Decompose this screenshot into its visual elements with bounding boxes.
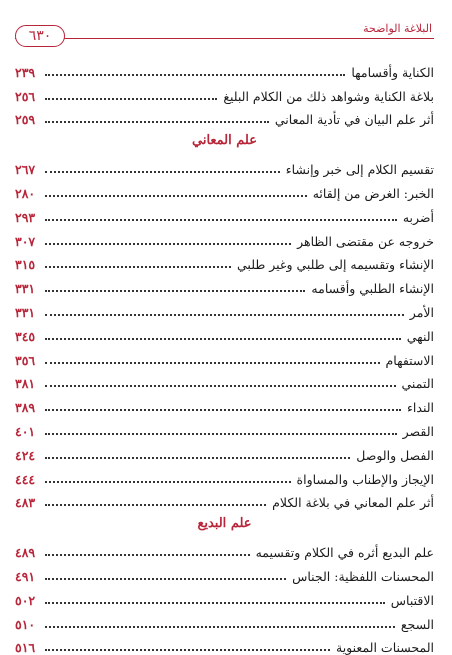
toc-entry[interactable] <box>15 391 434 415</box>
toc-entry[interactable] <box>15 439 434 463</box>
toc-entry-page: ٥١٦ <box>15 640 36 655</box>
toc-entry-title: النداء <box>407 400 434 416</box>
toc-entry-title: أضربه <box>402 209 434 225</box>
leader-dots <box>45 433 397 435</box>
leader-dots <box>45 98 217 100</box>
toc-entry[interactable] <box>15 56 434 80</box>
toc-entry-title: الفصل والوصل <box>356 447 434 463</box>
leader-dots <box>45 314 404 316</box>
leader-dots <box>45 457 350 459</box>
leader-dots <box>45 578 286 580</box>
toc-entry-title: علم البديع أثره في الكلام وتقسيمه <box>255 545 434 561</box>
section-heading-text: علم المعاني <box>191 132 257 148</box>
toc-entry[interactable] <box>15 487 434 511</box>
toc-entry-title: الخبر: الغرض من إلقائه <box>312 185 434 201</box>
toc-entry-title: خروجه عن مقتضى الظاهر <box>297 233 434 249</box>
leader-dots <box>45 649 330 651</box>
toc-entry-title: بلاغة الكناية وشواهد ذلك من الكلام البليغ <box>223 88 434 104</box>
page-number-badge: ٦٣٠ <box>15 25 65 47</box>
page-header <box>15 14 434 48</box>
toc-entry[interactable] <box>15 153 434 177</box>
toc-entry-page: ٣٣١ <box>15 281 36 297</box>
toc-entry-title: الإيجاز والإطناب والمساواة <box>296 471 434 487</box>
toc-entry-page: ٤٩١ <box>15 568 36 584</box>
toc-entry[interactable] <box>15 560 434 584</box>
leader-dots <box>45 290 305 292</box>
toc-entry-page: ٤٨٣ <box>15 495 36 511</box>
toc-entry-title: الاستفهام <box>385 352 434 368</box>
leader-dots <box>45 121 269 123</box>
toc-entry-title: الإنشاء الطلبي وأقسامه <box>311 281 434 297</box>
toc-entry-page: ٢٩٣ <box>15 209 36 225</box>
toc-entry-title: الكناية وأقسامها <box>351 64 434 80</box>
toc-entry[interactable] <box>15 201 434 225</box>
toc-entry-page: ٣٣١ <box>15 304 36 320</box>
toc-entry[interactable] <box>15 80 434 104</box>
toc-entry-title: المحسنات المعنوية <box>336 640 434 655</box>
leader-dots <box>45 481 291 483</box>
leader-dots <box>45 219 397 221</box>
section-heading-text: علم البديع <box>197 515 252 531</box>
leader-dots <box>45 243 291 245</box>
leader-dots <box>45 504 266 506</box>
table-of-contents <box>15 56 434 655</box>
leader-dots <box>45 362 380 364</box>
toc-entry-title: النهي <box>406 328 434 344</box>
toc-entry-title: أثر علم البيان في تأدية المعاني <box>274 112 434 128</box>
toc-entry[interactable] <box>15 463 434 487</box>
toc-entry-page: ٣٠٧ <box>15 233 36 249</box>
running-title: البلاغة الواضحة <box>363 22 432 35</box>
leader-dots <box>45 195 307 197</box>
leader-dots <box>45 626 395 628</box>
section-heading-maani <box>15 127 434 153</box>
toc-entry-title: القصر <box>402 423 434 439</box>
toc-entry[interactable] <box>15 584 434 608</box>
toc-entry-page: ٤٢٤ <box>15 447 36 463</box>
toc-entry-page: ٤٨٩ <box>15 545 36 561</box>
toc-entry[interactable] <box>15 272 434 296</box>
leader-dots <box>45 409 401 411</box>
toc-entry-title: أثر علم المعاني في بلاغة الكلام <box>272 495 434 511</box>
toc-entry-page: ٢٣٩ <box>15 64 36 80</box>
toc-entry-page: ٤٠١ <box>15 423 36 439</box>
toc-entry-title: تقسيم الكلام إلى خبر وإنشاء <box>285 162 434 178</box>
toc-entry-title: الأمر <box>409 304 434 320</box>
toc-entry[interactable] <box>15 177 434 201</box>
leader-dots <box>45 266 231 268</box>
toc-entry-page: ٣٨٩ <box>15 400 36 416</box>
leader-dots <box>45 171 280 173</box>
toc-entry[interactable] <box>15 632 434 655</box>
leader-dots <box>45 385 396 387</box>
toc-entry-page: ٢٦٧ <box>15 162 36 178</box>
toc-entry-page: ٥٠٢ <box>15 592 36 608</box>
toc-entry[interactable] <box>15 415 434 439</box>
toc-entry-page: ٣٨١ <box>15 376 36 392</box>
toc-entry-page: ٣٤٥ <box>15 328 36 344</box>
toc-entry-page: ٣١٥ <box>15 257 36 273</box>
leader-dots <box>45 338 401 340</box>
toc-entry[interactable] <box>15 344 434 368</box>
toc-entry[interactable] <box>15 104 434 128</box>
leader-dots <box>45 602 385 604</box>
toc-entry-page: ٢٨٠ <box>15 185 36 201</box>
toc-entry-page: ٥١٠ <box>15 616 36 632</box>
toc-entry-title: المحسنات اللفظية: الجناس <box>292 568 434 584</box>
toc-entry-page: ٢٥٦ <box>15 88 36 104</box>
toc-entry-page: ٣٥٦ <box>15 352 36 368</box>
toc-entry[interactable] <box>15 368 434 392</box>
toc-entry[interactable] <box>15 249 434 273</box>
leader-dots <box>45 74 345 76</box>
toc-entry[interactable] <box>15 608 434 632</box>
toc-entry[interactable] <box>15 536 434 560</box>
toc-entry-title: السجع <box>400 616 434 632</box>
header-rule <box>15 38 434 39</box>
toc-entry-title: التمني <box>401 376 434 392</box>
toc-entry[interactable] <box>15 320 434 344</box>
toc-entry-title: الاقتباس <box>390 592 434 608</box>
toc-entry[interactable] <box>15 296 434 320</box>
toc-entry-title: الإنشاء وتقسيمه إلى طلبي وغير طلبي <box>237 257 434 273</box>
leader-dots <box>45 554 250 556</box>
toc-entry[interactable] <box>15 225 434 249</box>
toc-entry-page: ٤٤٤ <box>15 471 36 487</box>
section-heading-badi <box>15 510 434 536</box>
toc-entry-page: ٢٥٩ <box>15 112 36 128</box>
